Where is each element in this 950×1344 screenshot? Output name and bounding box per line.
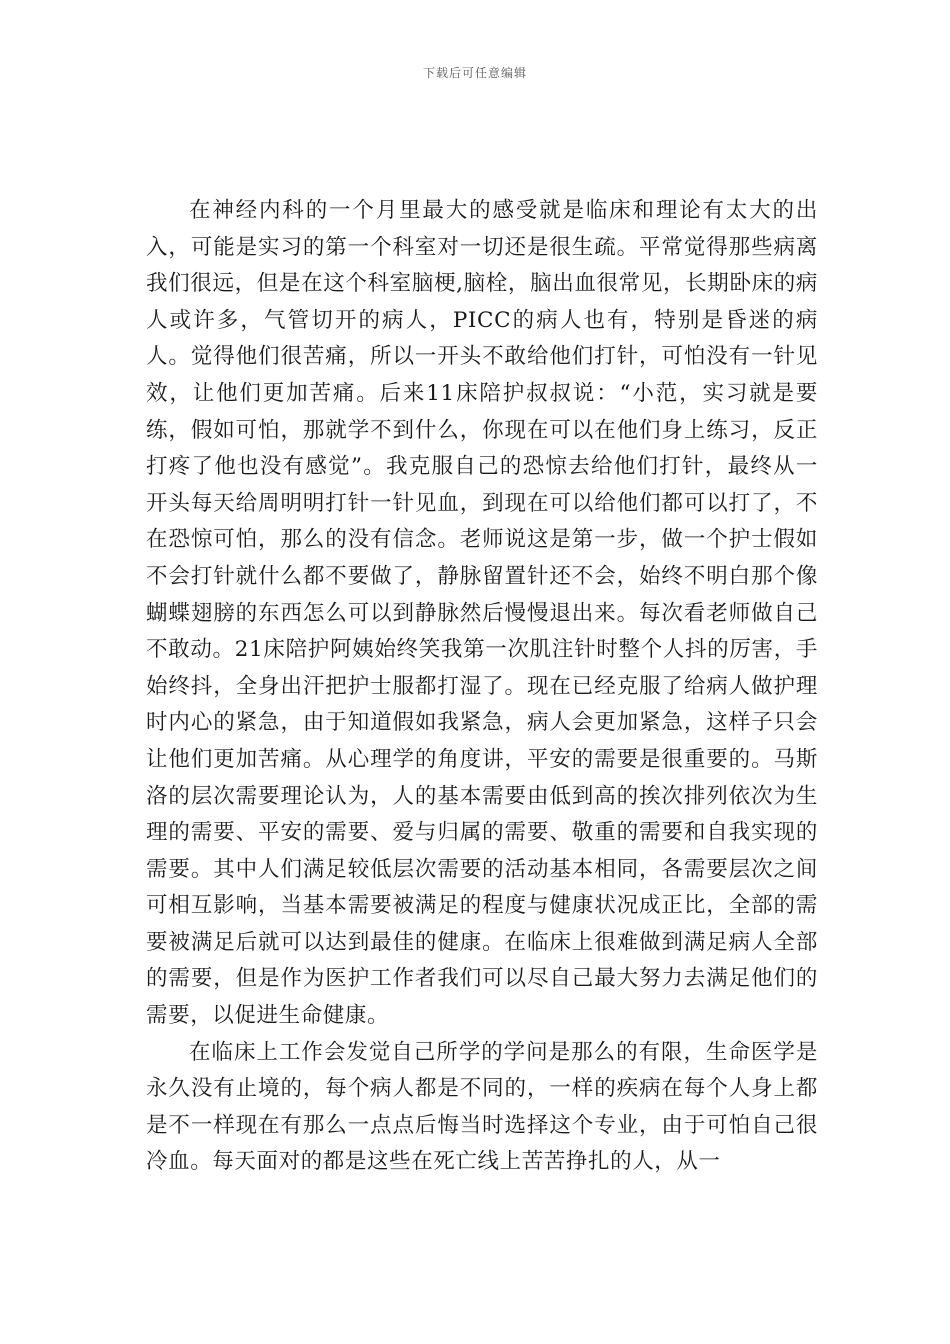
- document-body: [146, 193, 818, 1181]
- paragraph-1: 在神经内科的一个月里最大的感受就是临床和理论有太大的出入，可能是实习的第一个科室对一切还是很生疏。平常觉得那些病离我们很远，但是在这个科室脑梗,脑栓，脑出血很常见，长期卧床的病人或许多，气管切开的病人，PICC的病人也有，特别是昏迷的病人。觉得他们很苦痛，所以一开头不敢给他们打针，可怕没有一针见效，让他们更加苦痛。后来11床陪护叔叔说：“小范，实习就是要练，假如可怕，那就学不到什么，你现在可以在他们身上练习，反正打疼了他也没有感觉”。我克服自己的恐惊去给他们打针，最终从一开头每天给周明明打针一针见血，到现在可以给他们都可以打了，不在恐惊可怕，那么的没有信念。老师说这是第一步，做一个护士假如不会打针就什么都不要做了，静脉留置针还不会，始终不明白那个像蝴蝶翅膀的东西怎么可以到静脉然后慢慢退出来。每次看老师做自己不敢动。21床陪护阿姨始终笑我第一次肌注针时整个人抖的厉害，手始终抖，全身出汗把护士服都打湿了。现在已经克服了给病人做护理时内心的紧急，由于知道假如我紧急，病人会更加紧急，这样子只会让他们更加苦痛。从心理学的角度讲，平安的需要是很重要的。马斯洛的层次需要理论认为，人的基本需要由低到高的挨次排列依次为生理的需要、平安的需要、爱与归属的需要、敬重的需要和自我实现的需要。其中人们满足较低层次需要的活动基本相同，各需要层次之间可相互影响，当基本需要被满足的程度与健康状况成正比，全部的需要被满足后就可以达到最佳的健康。在临床上很难做到满足病人全部的需要，但是作为医护工作者我们可以尽自己最大努力去满足他们的需要，以促进生命健康。: [146, 198, 818, 1029]
- page-header: 下载后可任意编辑: [422, 66, 527, 80]
- paragraph-2: 在临床上工作会发觉自己所学的学问是那么的有限，生命医学是永久没有止境的，每个病人都是不同的，一样的疾病在每个人身上都是不一样现在有那么一点点后悔当时选择这个专业，由于可怕自己很冷血。每天面对的都是这些在死亡线上苦苦挣扎的人，从一: [146, 1039, 818, 1175]
